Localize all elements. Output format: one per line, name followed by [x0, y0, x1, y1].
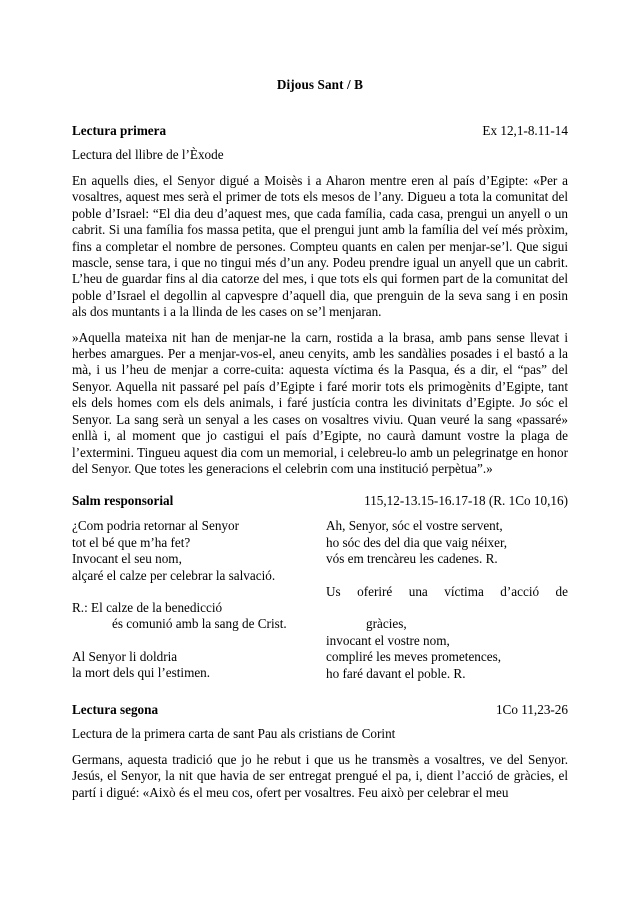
psalm-left-column [72, 518, 320, 682]
psalm-line: la mort dels qui l’estimen. [72, 665, 211, 681]
first-reading-paragraph: En aquells dies, el Senyor digué a Moisès i a Aharon mentre eren al país d’Egipte: «Per a vosaltres, aquest mes serà el primer de tots els mesos de l’any. Digueu a tota la comunitat del poble d’Israel: “El dia deu d’aquest mes, que cada família, cada casa, prengui un anyell o un cabrit. Si una família fos massa petita, que el prengui junt amb la família del veí més pròxim, fins a completar el nombre de persones. Compteu quants en calen per menjar-se’l. Que sigui mascle, sense tara, i que no tingui més d’un any. Podeu prendre igual un anyell que un cabrit. L’heu de guardar fins al dia catorze del mes, i que tots els qui formen part de la comunitat del poble d’Israel el degollin al capvespre d’aquell dia, que prenguin de la seva sang i en posin als dos muntants i a la llinda de les cases on se’l menjaran. [72, 173, 568, 320]
psalm-right-column [320, 518, 568, 682]
first-reading-header [72, 123, 568, 139]
psalm-line: vós em trencàreu les cadenes. R. [326, 551, 498, 567]
psalm-stanza [72, 600, 306, 633]
second-reading-heading: Lectura segona [72, 701, 159, 717]
psalm-line: Al Senyor li doldria [72, 648, 178, 664]
psalm-heading: Salm responsorial [72, 493, 174, 509]
psalm-line: compliré les meves prometences, [326, 649, 502, 665]
first-reading-reference: Ex 12,1-8.11-14 [482, 123, 568, 138]
psalm-line: invocant el vostre nom, [326, 632, 450, 648]
psalm-line: Ah, Senyor, sóc el vostre servent, [326, 518, 503, 534]
first-reading-lead-in: Lectura del llibre de l’Èxode [72, 147, 224, 162]
second-reading-paragraph: Germans, aquesta tradició que jo he rebut i que us he transmès a vosaltres, ve del Senyor. Jesús, el Senyor, la nit que havia de ser entregat prengué el pa, i, dient l’acció de gràcies, el partí i digué: «Això és el meu cos, ofert per vosaltres. Feu això per celebrar el meu [72, 751, 568, 800]
page-title: Dijous Sant / B [276, 77, 364, 92]
psalm-header [72, 493, 568, 509]
psalm-line: Us oferiré una víctima d’acció de [326, 583, 568, 599]
psalm-reference: 115,12-13.15-16.17-18 (R. 1Co 10,16) [364, 493, 568, 509]
psalm-stanza [326, 584, 568, 682]
psalm-line: Invocant el seu nom, [72, 551, 182, 567]
psalm-line: ho sóc des del dia que vaig néixer, [326, 534, 508, 550]
second-reading-header [72, 702, 568, 718]
psalm-line: gràcies, [366, 616, 407, 632]
psalm-stanza [72, 649, 306, 682]
second-reading-reference: 1Co 11,23-26 [495, 701, 568, 717]
psalm-stanza [326, 518, 568, 567]
first-reading-paragraph: »Aquella mateixa nit han de menjar-ne la carn, rostida a la brasa, amb pans sense llevat i herbes amargues. Per a menjar-vos-el, aneu cenyits, amb les sandàlies posades i el bastó a la mà, i us l’heu de menjar a corre-cuita: aquesta víctima és la Pasqua, és a dir, el “pas” del Senyor. Aquella nit passaré pel país d’Egipte i faré morir tots els primogènits d’Egipte, tant els dels homes com els dels animals, i faré justícia contra les divinitats d’Egipte. Jo sóc el Senyor. La sang serà un senyal a les cases on vosaltres viviu. Quan veuré la sang «passaré» enllà i, al moment que jo castigui el país d’Egipte, no caurà damunt vostre la plaga de l’extermini. Tingueu aquest dia com un memorial, i celebreu-lo amb un pelegrinatge en honor del Senyor. Que totes les generacions el celebrin com una institució perpètua”.» [72, 329, 568, 476]
first-reading-heading: Lectura primera [72, 123, 167, 138]
second-reading-lead-in: Lectura de la primera carta de sant Pau als cristians de Corint [72, 725, 396, 741]
psalm-line: ¿Com podria retornar al Senyor [72, 518, 239, 534]
page-content [72, 0, 568, 801]
psalm-line: tot el bé que m’ha fet? [72, 534, 191, 550]
psalm-line: R.: El calze de la benedicció [72, 599, 223, 615]
psalm-line: ho faré davant el poble. R. [326, 665, 466, 681]
psalm-line: és comunió amb la sang de Crist. [112, 616, 287, 632]
psalm-line: alçaré el calze per celebrar la salvació. [72, 567, 276, 583]
psalm-stanza [72, 518, 306, 584]
psalm-columns [72, 518, 568, 682]
